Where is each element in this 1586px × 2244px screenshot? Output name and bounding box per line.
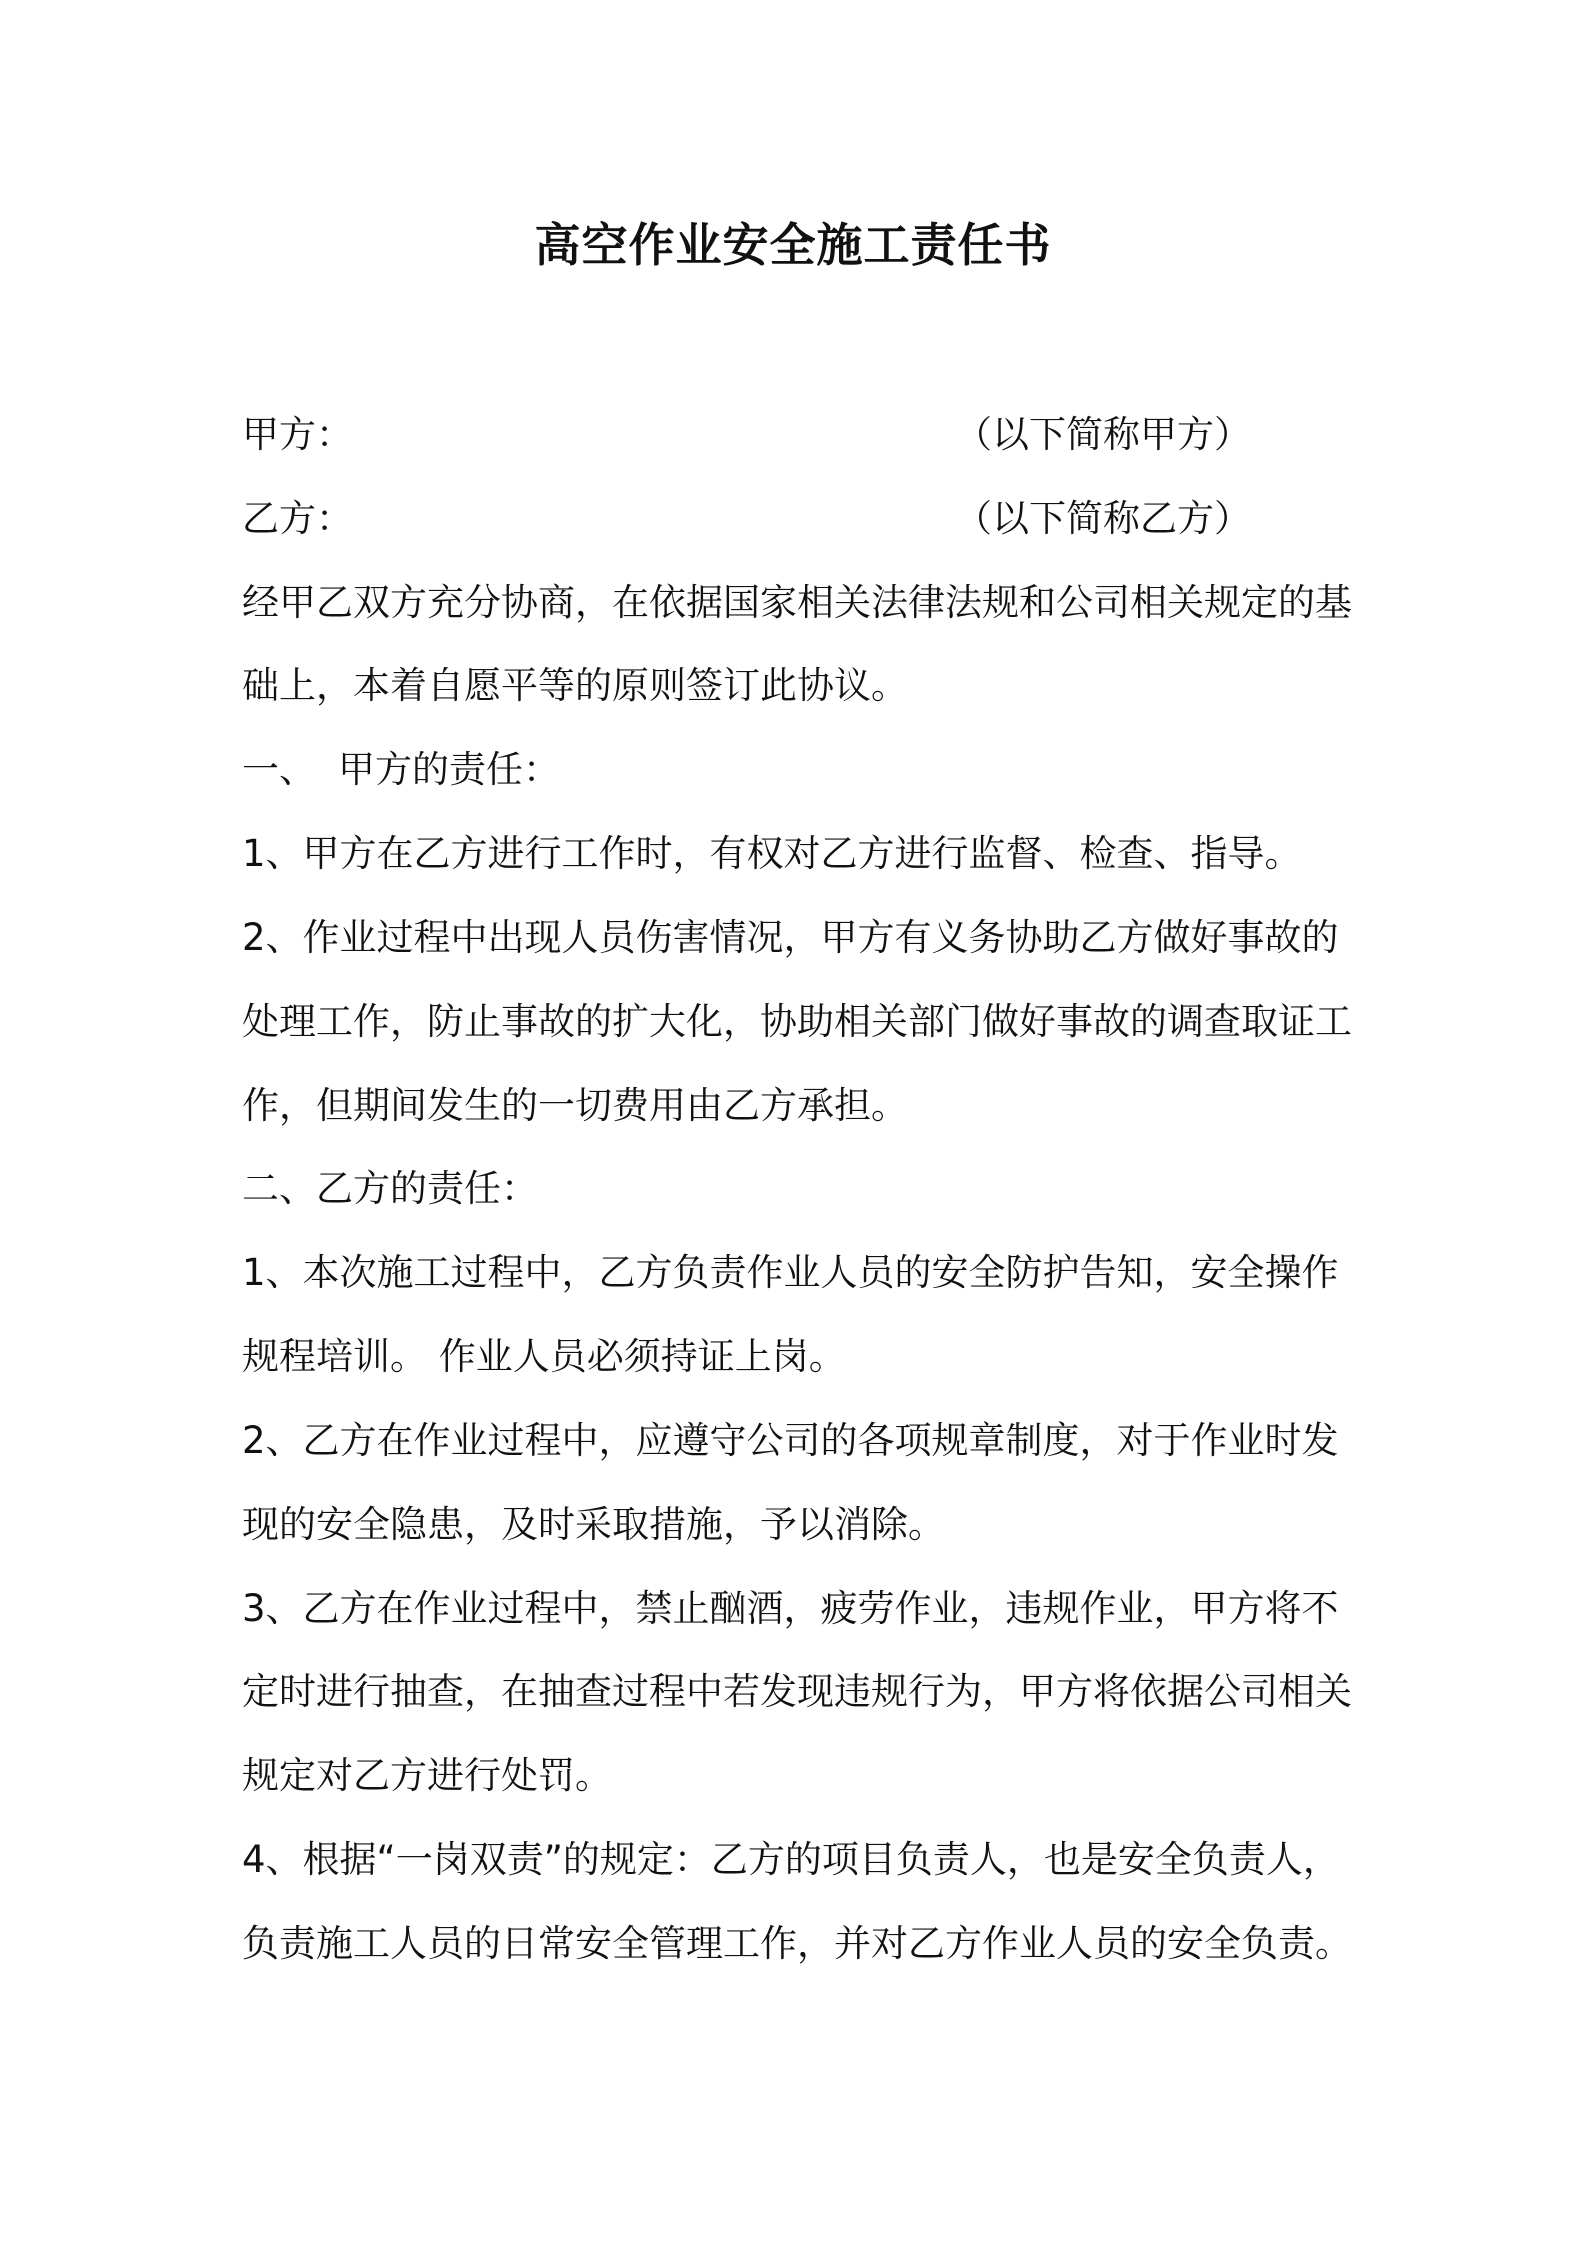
party-a-label: 甲方： (242, 413, 353, 456)
intro-line-2: 础上，本着自愿平等的原则签订此协议。 (242, 664, 908, 707)
section-1-item-2-line-1: 2、作业过程中出现人员伤害情况，甲方有义务协助乙方做好事故的 (242, 916, 1339, 959)
section-2-item-2-line-2: 现的安全隐患，及时采取措施，予以消除。 (242, 1503, 945, 1546)
section-2-item-4-line-2: 负责施工人员的日常安全管理工作，并对乙方作业人员的安全负责。 (242, 1922, 1352, 1965)
section-1-title: 甲方的责任： (338, 748, 560, 791)
section-1-item-2-line-2: 处理工作，防止事故的扩大化，协助相关部门做好事故的调查取证工 (242, 1000, 1352, 1043)
section-1-number: 一、 (242, 748, 316, 791)
section-2-item-1-line-2: 规程培训。 作业人员必须持证上岗。 (242, 1335, 846, 1378)
section-2-item-4-line-1: 4、根据“一岗双责”的规定：乙方的项目负责人，也是安全负责人， (242, 1838, 1340, 1881)
intro-line-1: 经甲乙双方充分协商，在依据国家相关法律法规和公司相关规定的基 (242, 581, 1352, 624)
document-title: 高空作业安全施工责任书 (534, 218, 1052, 272)
section-1-item-2-line-3: 作，但期间发生的一切费用由乙方承担。 (242, 1084, 908, 1127)
section-1-item-1-line-1: 1、甲方在乙方进行工作时，有权对乙方进行监督、检查、指导。 (242, 832, 1302, 875)
party-b-note: （以下简称乙方） (955, 497, 1251, 540)
section-2-heading: 二、乙方的责任： (242, 1167, 538, 1210)
party-a-note: （以下简称甲方） (955, 413, 1251, 456)
section-2-item-3-line-3: 规定对乙方进行处罚。 (242, 1754, 612, 1797)
section-2-item-3-line-2: 定时进行抽查，在抽查过程中若发现违规行为，甲方将依据公司相关 (242, 1670, 1352, 1713)
section-2-item-1-line-1: 1、本次施工过程中，乙方负责作业人员的安全防护告知，安全操作 (242, 1251, 1339, 1294)
section-2-item-2-line-1: 2、乙方在作业过程中，应遵守公司的各项规章制度，对于作业时发 (242, 1419, 1339, 1462)
section-2-item-3-line-1: 3、乙方在作业过程中，禁止酗酒，疲劳作业，违规作业，甲方将不 (242, 1587, 1339, 1630)
party-b-label: 乙方： (242, 497, 353, 540)
